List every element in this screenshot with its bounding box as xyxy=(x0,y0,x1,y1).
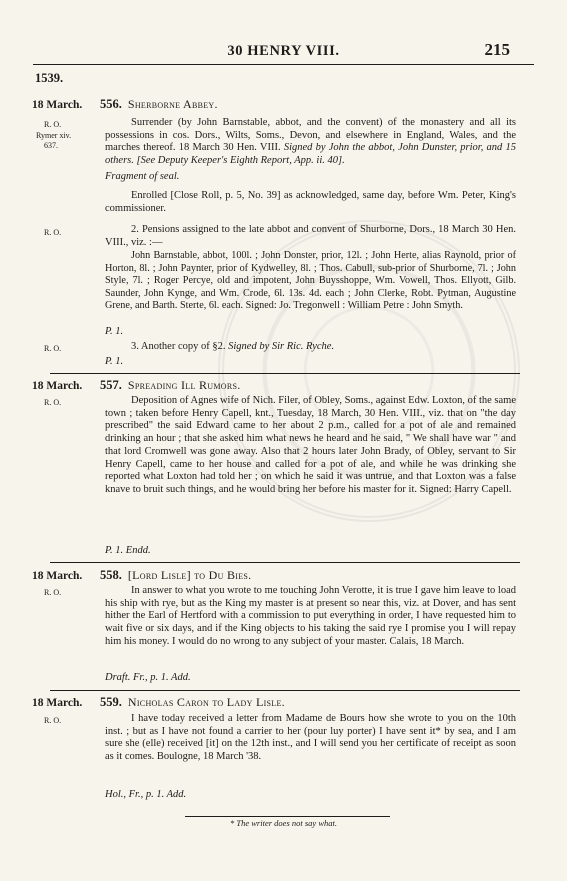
entry-note: P. 1. xyxy=(105,326,124,337)
entry-body: I have today received a letter from Madame de Bours how she wrote to you on the 10th inst. ; but as I have not found a carrier to her (pour luy porter) I have sent it* by sea, and I am sure she (elle) received [it] on the 12th inst., and I will send you her certificate of receipt as soon as it comes. Boulogne, 18 March '38. xyxy=(105,713,516,763)
entry-title: Spreading Ill Rumors. xyxy=(127,378,241,392)
entry-date: 18 March. xyxy=(32,570,83,582)
pension-paragraph: 2. Pensions assigned to the late abbot and convent of Shurborne, Dors., 18 March 30 Hen. VIII., viz. :— xyxy=(105,224,516,248)
side-reference: R. O. xyxy=(44,344,62,353)
entry-heading-559 xyxy=(32,695,285,710)
entry-number: 559. xyxy=(100,695,122,709)
entry-note: P. 1. xyxy=(105,356,124,367)
entry-note: P. 1. Endd. xyxy=(105,545,151,556)
running-title: 30 HENRY VIII. xyxy=(227,43,340,59)
entry-number: 556. xyxy=(100,97,122,111)
entry-note: Draft. Fr., p. 1. Add. xyxy=(105,672,191,683)
entry-note: Fragment of seal. xyxy=(105,171,180,182)
entry-number: 558. xyxy=(100,568,122,582)
entry-date: 18 March. xyxy=(32,99,83,111)
entry-title: [Lord Lisle] to Du Bies. xyxy=(127,568,252,582)
side-reference: 637. xyxy=(44,141,58,150)
entry-heading-558 xyxy=(32,568,251,583)
side-reference: R. O. xyxy=(44,228,62,237)
section-separator xyxy=(50,562,520,563)
entry-title: Nicholas Caron to Lady Lisle. xyxy=(127,695,285,709)
entry-body: In answer to what you wrote to me touching John Verotte, it is true I gave him leave to load his ship with rye, but as the King my master is at present so near this, viz. at Dover, and has sent hither the Earl of Hertford with a commission to put everything in order, I have requested him to wait five or six days, and if the King objects to his taking the said rye I promise you I will repay him his money. I would do no wrong to any subject of your master. Calais, 18 March. xyxy=(105,585,516,647)
enrolled-note: Enrolled [Close Roll, p. 5, No. 39] as acknowledged, same day, before Wm. Peter, King's commissioner. xyxy=(105,190,516,214)
entry-heading-557 xyxy=(32,378,241,393)
entry-body: Deposition of Agnes wife of Nich. Filer, of Obley, Soms., against Edw. Loxton, of the same town ; taken before Henry Capell, knt., Tuesday, 18 March, 30 Hen. VIII., viz. that on "the day prescribed" the said Edward came to her about 2 p.m., called for a pot of ale and remained drinking an hour ; that she asked him what news he heard and he said, " We shall have war " and that lord Cromwell was gone away. Also that 2 hours later John Brady, of Obley, servant to Sir Henry Capell, came to her house and called for a pot of ale, and while he was drinking she reported what Loxton had told her ; on which he said it was untrue, and that Loxton was a false knave to bruit such things, and he would bring her before his master for it. Signed: Harry Capell. xyxy=(105,395,516,495)
entry-date: 18 March. xyxy=(32,697,83,709)
section-separator xyxy=(50,690,520,691)
side-reference: R. O. xyxy=(44,120,62,129)
entry-body: Surrender (by John Barnstable, abbot, and the convent) of the monastery and all its possessions in cos. Dors., Wilts, Soms., Devon, and elsewhere in England, Wales, and the marches thereof. 18 March 30 Hen. VIII. Signed by John the abbot, John Dunster, prior, and 15 others. [See Deputy Keeper's Eighth Report, App. ii. 40]. xyxy=(105,117,516,167)
footnote-rule xyxy=(185,816,390,817)
side-reference: R. O. xyxy=(44,716,62,725)
entry-note: Hol., Fr., p. 1. Add. xyxy=(105,789,187,800)
side-reference: R. O. xyxy=(44,588,62,597)
side-reference: R. O. xyxy=(44,398,62,407)
entry-heading-556 xyxy=(32,97,218,112)
section-separator xyxy=(50,373,520,374)
page-number: 215 xyxy=(484,40,510,59)
pension-list: John Barnstable, abbot, 100l. ; John Donster, prior, 12l. ; John Herte, alias Raynold, prior of Horton, 8l. ; John Paynter, prior of Kydwelley, 8l. ; Thos. Cabull, sub-prior of Shurborne, 7l. ; John Style, 7l. ; Roger Percye, old and impotent, John Buysshoppe, Wm. Vowell, Thos. Ellyott, Gilb. Saunder, John Kynge, and Wm. Crode, 6l. 13s. 4d. each ; John Clerke, Robt. Pytman, Augustine Grene, and Barth. Sterte, 6l. each. Signed: Jo. Tregonwell : William Petre : John Smyth. xyxy=(105,250,516,312)
footnote: * The writer does not say what. xyxy=(230,818,337,828)
copy-paragraph: 3. Another copy of §2. Signed by Sir Ric. Ryche. xyxy=(131,341,335,352)
entry-date: 18 March. xyxy=(32,380,83,392)
entry-title: Sherborne Abbey. xyxy=(127,97,218,111)
side-reference: Rymer xiv. xyxy=(36,131,72,140)
year-heading: 1539. xyxy=(35,71,64,85)
header-rule xyxy=(33,64,534,65)
entry-number: 557. xyxy=(100,378,122,392)
